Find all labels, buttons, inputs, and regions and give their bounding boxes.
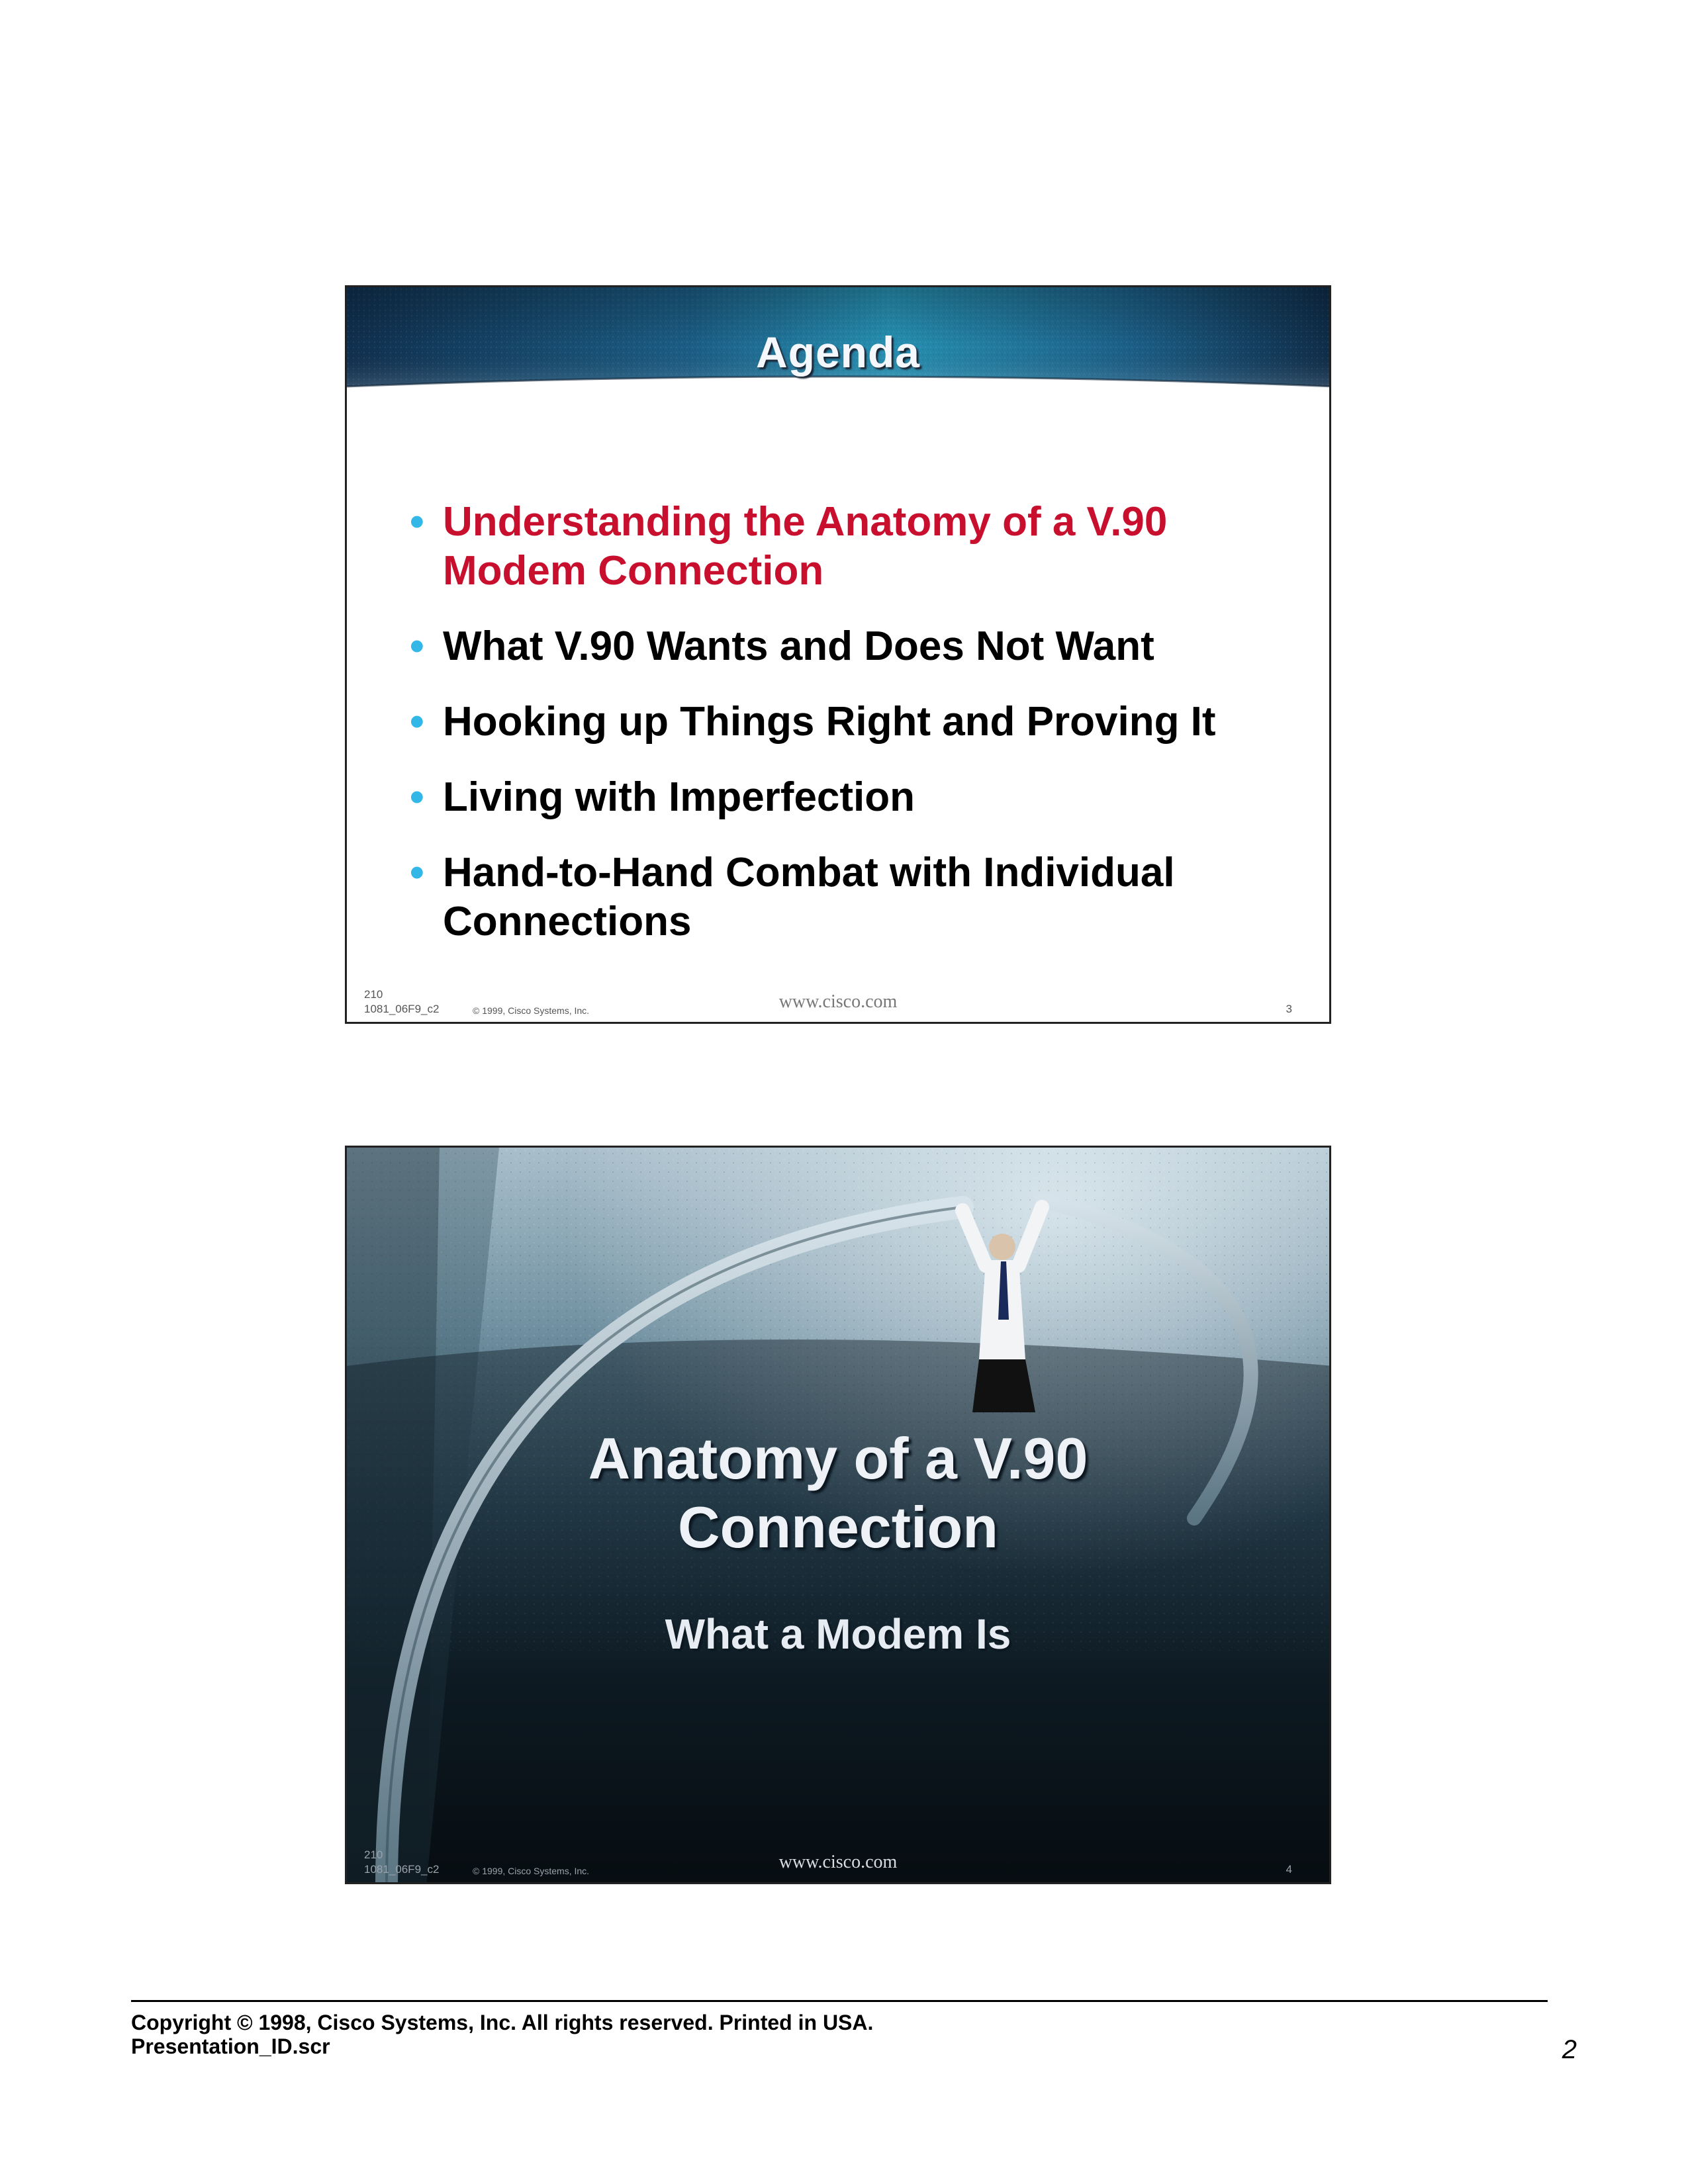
agenda-item [410,773,1310,822]
agenda-item-text: What V.90 Wants and Does Not Want [443,623,1154,669]
page-copyright: Copyright © 1998, Cisco Systems, Inc. All rights reserved. Printed in USA. [131,2011,874,2034]
agenda-title: Agenda [755,328,921,377]
section-title [347,1424,1329,1562]
agenda-item-text: Understanding the Anatomy of a V.90 Modem Connection [443,499,1168,594]
slide-copyright: © 1999, Cisco Systems, Inc. [473,1866,590,1876]
bullet-icon: • [410,623,424,669]
slide-number: 4 [1286,1863,1292,1876]
agenda-item-text: Hand-to-Hand Combat with Individual Connections [443,850,1175,944]
agenda-item-text: Living with Imperfection [443,774,915,820]
agenda-item [410,848,1310,946]
agenda-header-band [347,287,1329,400]
bullet-icon: • [410,699,424,745]
slide-number: 3 [1286,1003,1292,1015]
slide-footer [347,976,1329,1022]
footer-divider [131,2000,1548,2002]
slide-copyright: © 1999, Cisco Systems, Inc. [473,1005,590,1016]
slide-footer [347,1836,1329,1882]
cisco-url: www.cisco.com [778,991,898,1012]
agenda-item-text: Hooking up Things Right and Proving It [443,699,1216,745]
bullet-icon: • [410,850,424,895]
agenda-list [410,498,1310,973]
agenda-slide [345,285,1331,1024]
agenda-item [410,622,1310,671]
page-number: 2 [1562,2035,1577,2064]
agenda-item-current [410,498,1310,596]
section-title-line1: Anatomy of a V.90 [588,1426,1088,1491]
slide-code-line2: 1081_06F9_c2 [364,1003,440,1015]
slide-code-line2: 1081_06F9_c2 [364,1863,440,1876]
presentation-filename: Presentation_ID.scr [131,2034,330,2058]
bullet-icon: • [410,499,424,545]
section-slide [345,1146,1331,1884]
slide-code-line1: 210 [364,988,383,1001]
section-subtitle: What a Modem Is [665,1610,1011,1658]
section-title-line2: Connection [678,1494,998,1560]
slide-code-line1: 210 [364,1848,383,1861]
cisco-url: www.cisco.com [778,1852,898,1872]
agenda-item [410,698,1310,747]
bullet-icon: • [410,774,424,820]
page-footer [131,2011,873,2058]
